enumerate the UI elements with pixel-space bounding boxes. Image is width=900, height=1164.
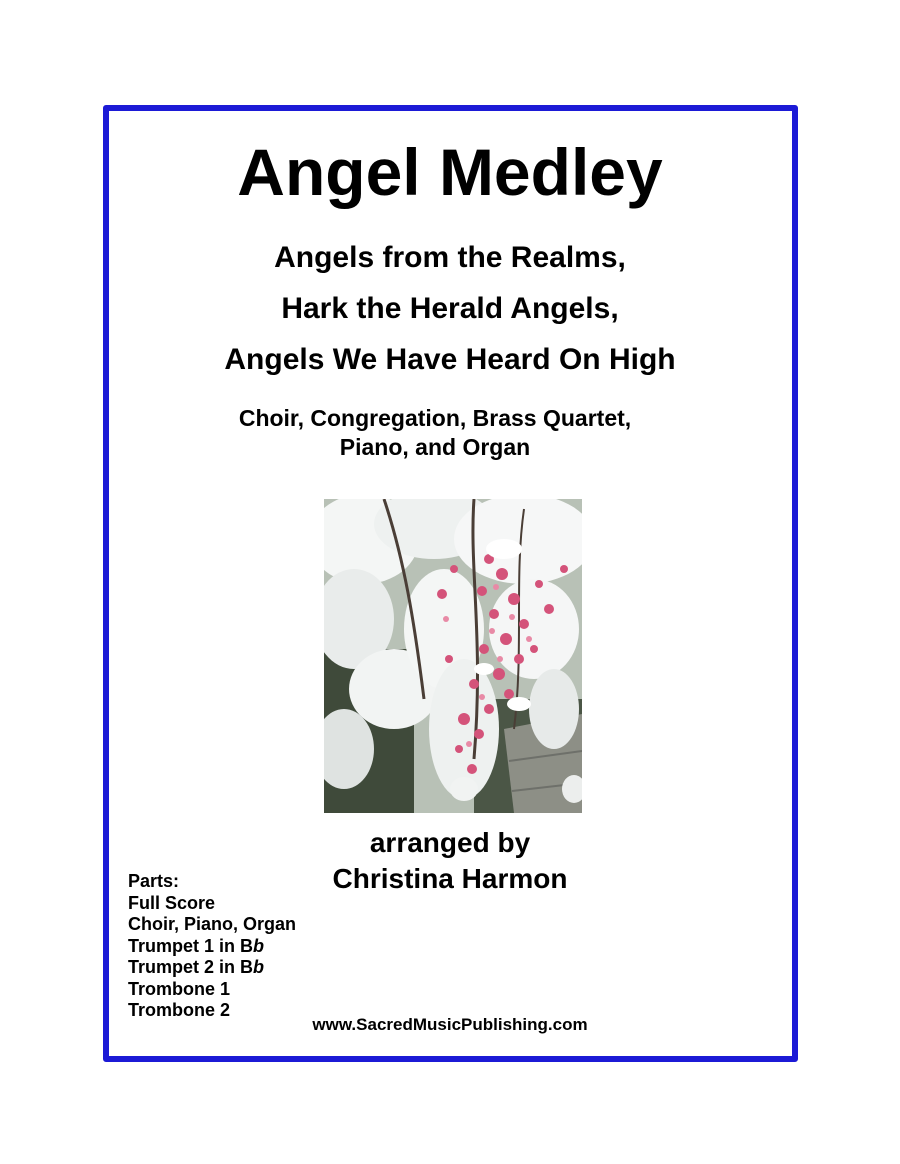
instrumentation-line: Choir, Congregation, Brass Quartet, [238,405,632,431]
composer-name: Christina Harmon [332,863,568,894]
instrumentation-line: Piano, and Organ [339,434,531,460]
subtitle-line: Hark the Herald Angels, [281,292,619,325]
parts-item-text: Trumpet 1 in B [128,935,254,956]
subtitle-line: Angels from the Realms, [274,241,626,274]
parts-item-text: Choir, Piano, Organ [128,914,297,934]
subtitle-block [0,232,900,385]
parts-item [128,893,296,915]
cover-photo [324,499,582,813]
parts-item-text: Trombone 2 [128,1000,231,1020]
parts-heading: Parts: [128,871,180,891]
parts-item [128,914,296,936]
instrumentation-block [0,404,870,462]
page-title: Angel Medley [237,135,663,209]
subtitle-line: Angels We Have Heard On High [224,343,676,376]
parts-item [128,957,296,979]
parts-list [128,871,296,1022]
publisher-website: www.SacredMusicPublishing.com [312,1015,588,1034]
arranged-by-label: arranged by [369,827,531,858]
parts-item [128,979,296,1001]
parts-item-text: Trumpet 2 in B [128,957,254,977]
flat-symbol: b [253,957,265,977]
parts-item-text: Trombone 1 [128,978,231,999]
flat-symbol: b [253,935,265,956]
parts-item-text: Full Score [128,892,216,913]
parts-item [128,936,296,958]
